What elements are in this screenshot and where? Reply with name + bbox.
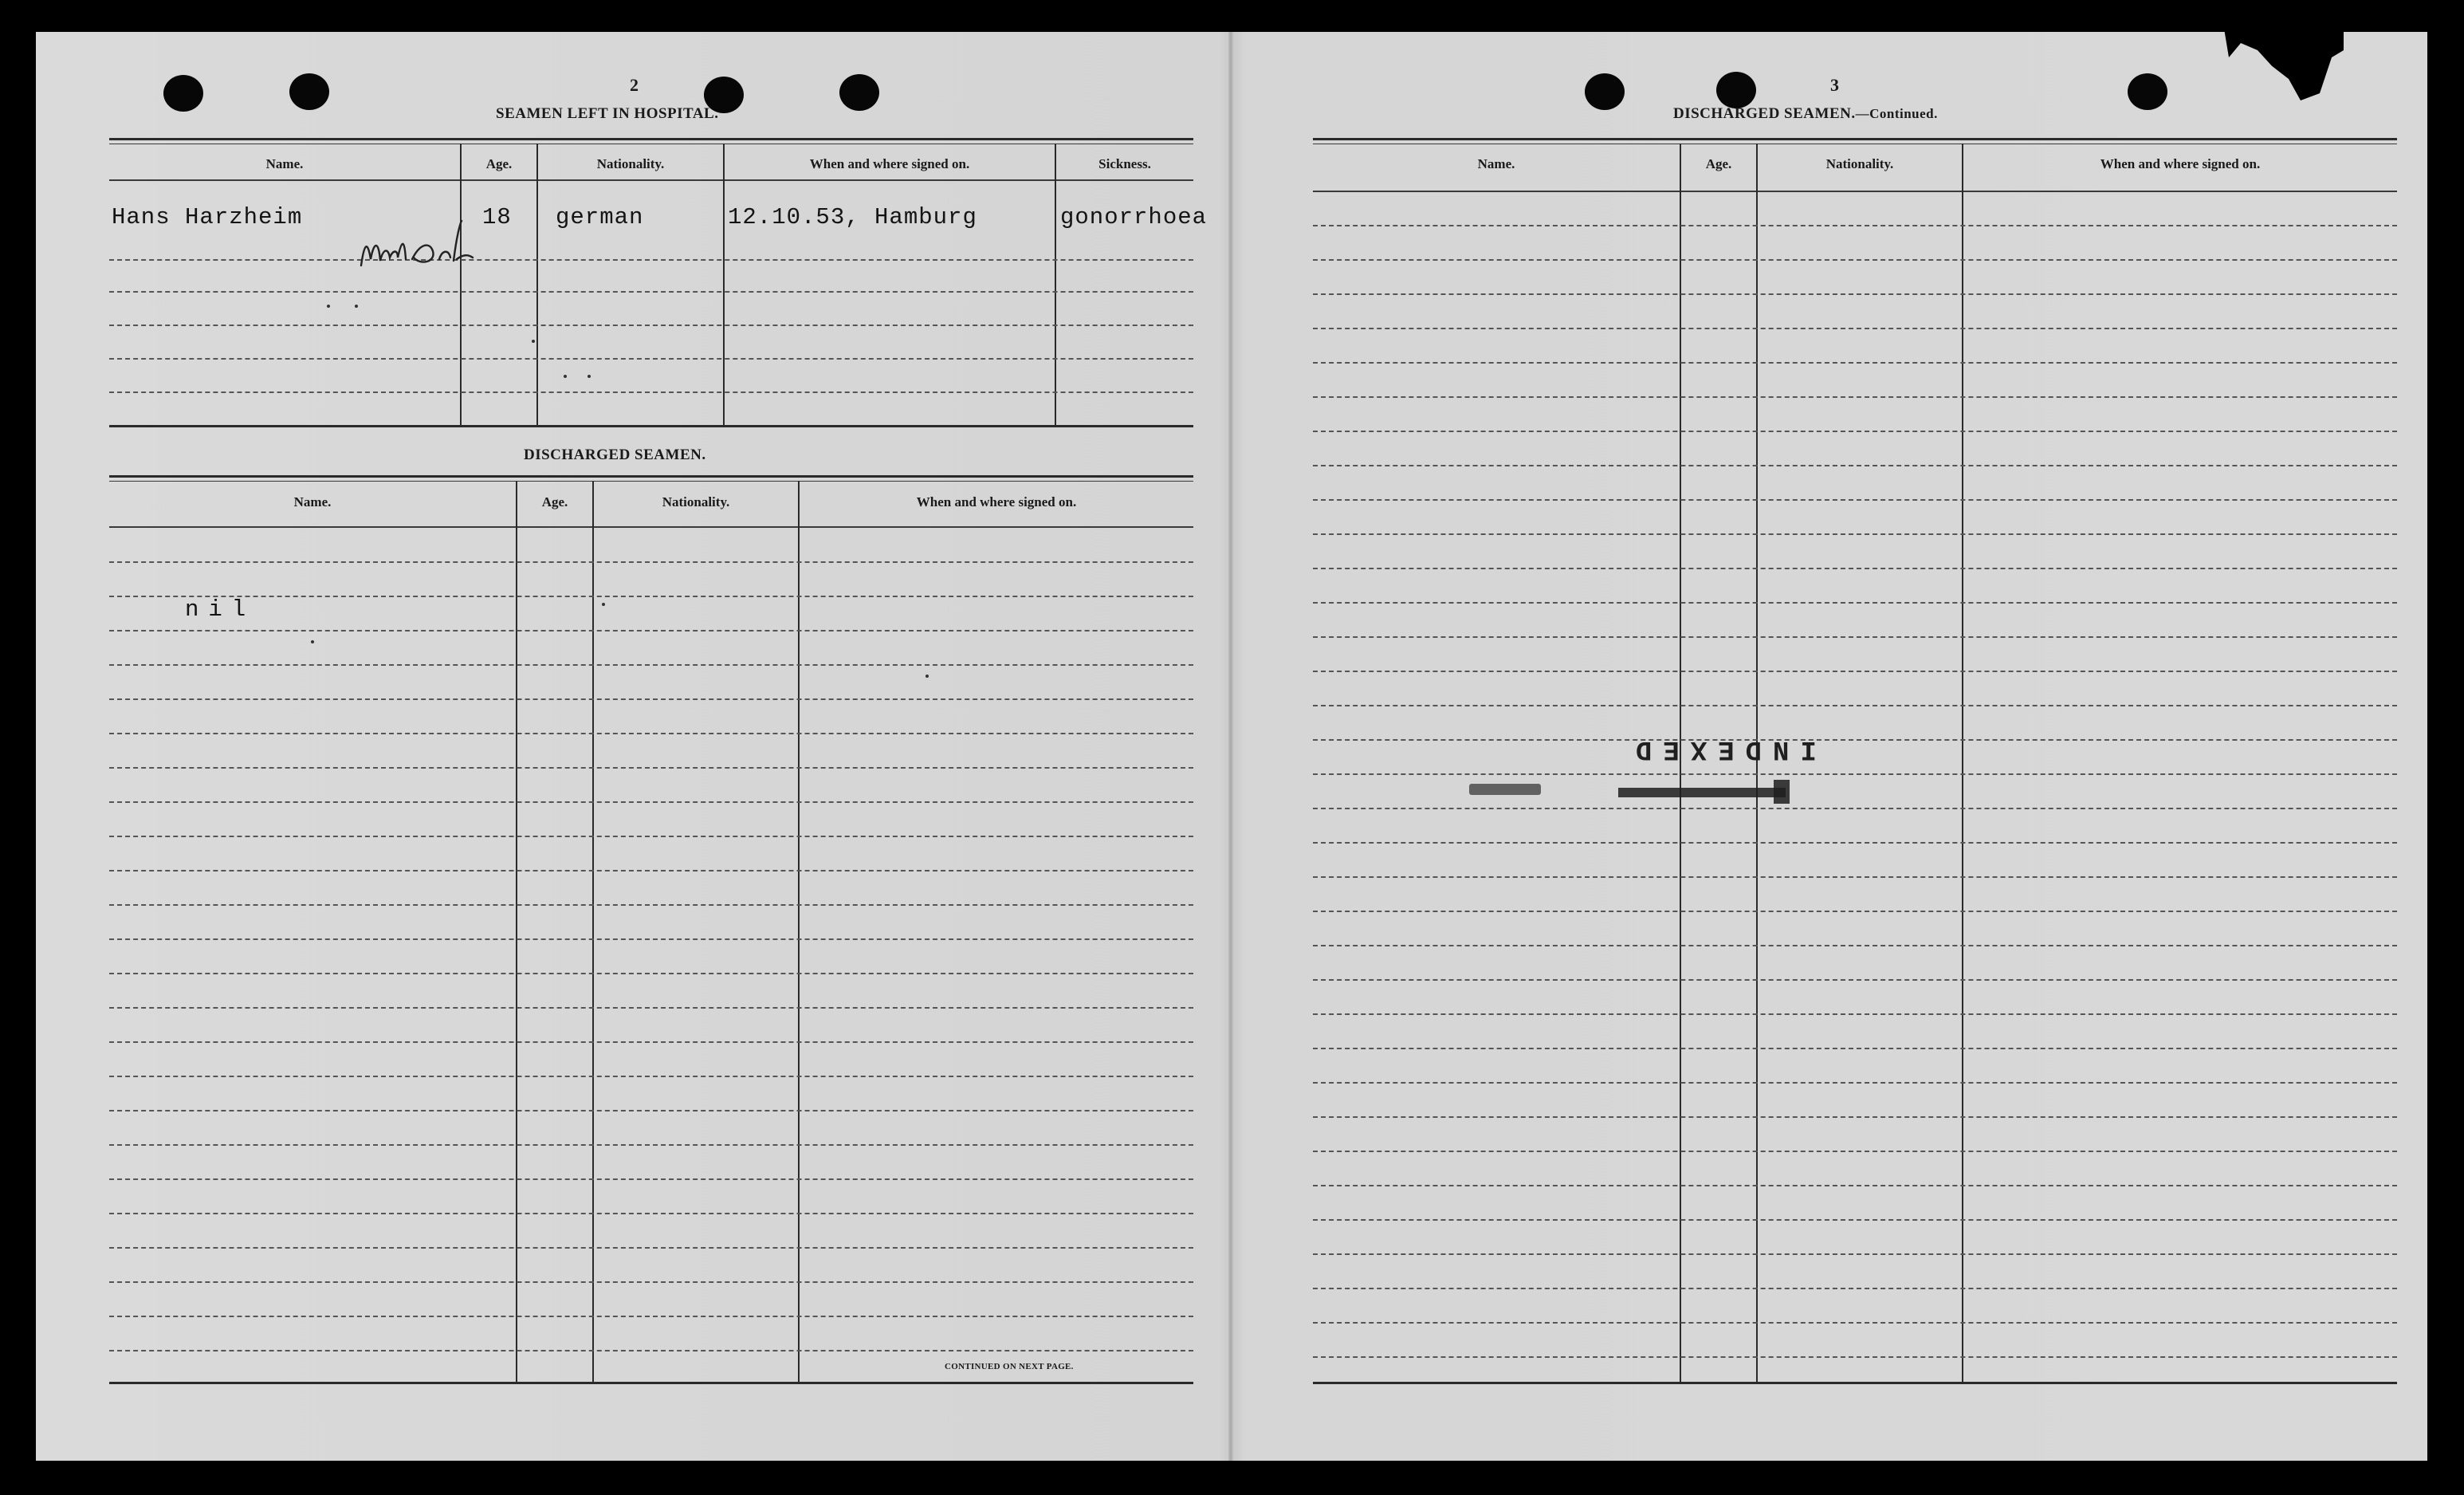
row-line	[1313, 671, 2397, 672]
row-line	[109, 973, 1193, 974]
row-line	[1313, 1048, 2397, 1049]
row-line	[109, 1041, 1193, 1043]
stamp-smudge	[1469, 784, 1541, 795]
handwritten-annotation	[356, 219, 476, 275]
row-line	[1313, 876, 2397, 878]
row-line	[1313, 979, 2397, 981]
row-line	[109, 358, 1193, 360]
table-rule	[1313, 138, 2397, 140]
column-header-signed-on: When and where signed on.	[2100, 156, 2261, 171]
row-line	[109, 1144, 1193, 1146]
row-line	[1313, 499, 2397, 501]
column-header-age: Age.	[485, 156, 513, 171]
seaman-nationality: german	[556, 204, 644, 230]
table-rule	[109, 1382, 1193, 1384]
row-line	[1313, 225, 2397, 226]
row-line	[109, 561, 1193, 563]
column-header-sickness: Sickness.	[1098, 156, 1151, 171]
speck	[925, 675, 929, 678]
seaman-age: 18	[482, 204, 512, 230]
hospital-section-title: SEAMEN LEFT IN HOSPITAL.	[496, 105, 719, 122]
row-line	[1313, 1082, 2397, 1084]
speck	[564, 375, 567, 378]
column-header-name: Name.	[293, 494, 332, 509]
table-rule	[1313, 1382, 2397, 1384]
row-line	[109, 325, 1193, 326]
continued-note: CONTINUED ON NEXT PAGE.	[945, 1362, 1074, 1371]
column-divider	[1055, 144, 1056, 425]
row-line	[109, 1110, 1193, 1111]
column-header-age: Age.	[541, 494, 568, 509]
table-rule	[109, 138, 1193, 140]
row-line	[109, 733, 1193, 734]
row-line	[1313, 808, 2397, 809]
speck	[355, 305, 358, 308]
column-header-name: Name.	[265, 156, 304, 171]
column-header-nationality: Nationality.	[1825, 156, 1894, 171]
discharged-section-title: DISCHARGED SEAMEN.	[524, 447, 706, 463]
discharged-continued-title	[1673, 105, 1938, 123]
column-header-name: Name.	[1477, 156, 1515, 171]
row-line	[109, 904, 1193, 906]
torn-corner	[2224, 29, 2344, 100]
row-line	[1313, 533, 2397, 535]
speck	[311, 640, 314, 643]
speck	[588, 375, 591, 378]
row-line	[109, 1213, 1193, 1214]
header-underline	[1313, 191, 2397, 192]
nil-entry: nil	[185, 596, 256, 623]
row-line	[109, 664, 1193, 666]
punch-hole	[839, 74, 879, 111]
row-line	[109, 391, 1193, 393]
section-title-text: DISCHARGED SEAMEN.	[1673, 105, 1856, 122]
row-line	[109, 1178, 1193, 1180]
table-rule	[109, 425, 1193, 427]
row-line	[1313, 945, 2397, 946]
row-line	[1313, 602, 2397, 604]
speck	[602, 603, 605, 606]
column-header-nationality: Nationality.	[662, 494, 730, 509]
seaman-name: Hans Harzheim	[112, 204, 303, 230]
row-line	[109, 1350, 1193, 1351]
row-line	[109, 767, 1193, 769]
row-line	[109, 630, 1193, 631]
row-line	[109, 836, 1193, 837]
row-line	[1313, 568, 2397, 569]
row-line	[109, 938, 1193, 940]
table-rule	[109, 481, 1193, 482]
row-line	[109, 259, 1193, 261]
seaman-signed-on: 12.10.53, Hamburg	[728, 204, 977, 230]
row-line	[1313, 636, 2397, 638]
page-number: 3	[1830, 75, 1839, 95]
stamp-smudge	[1774, 780, 1790, 804]
page-number: 2	[630, 75, 639, 95]
punch-hole	[1585, 73, 1625, 110]
header-underline	[109, 526, 1193, 528]
seaman-sickness: gonorrhoea	[1060, 204, 1208, 230]
indexed-stamp: INDEXED	[1625, 734, 1817, 764]
row-line	[109, 870, 1193, 871]
header-underline	[109, 179, 1193, 181]
row-line	[1313, 465, 2397, 466]
row-line	[1313, 328, 2397, 329]
column-header-signed-on: When and where signed on.	[916, 494, 1077, 509]
punch-hole	[2128, 73, 2167, 110]
column-header-nationality: Nationality.	[596, 156, 665, 171]
row-line	[1313, 1219, 2397, 1221]
page-fold	[1228, 32, 1233, 1461]
punch-hole	[289, 73, 329, 110]
section-title-suffix: —Continued.	[1855, 106, 1938, 121]
row-line	[1313, 431, 2397, 432]
row-line	[1313, 1116, 2397, 1118]
column-header-signed-on: When and where signed on.	[809, 156, 970, 171]
row-line	[1313, 293, 2397, 295]
column-divider	[460, 144, 462, 425]
row-line	[1313, 1288, 2397, 1289]
row-line	[109, 1247, 1193, 1249]
speck	[327, 305, 330, 308]
stamp-smudge	[1618, 788, 1786, 797]
row-line	[1313, 362, 2397, 364]
punch-hole	[163, 75, 203, 112]
row-line	[1313, 259, 2397, 261]
row-line	[109, 291, 1193, 293]
row-line	[109, 1281, 1193, 1283]
row-line	[1313, 842, 2397, 844]
row-line	[1313, 1185, 2397, 1186]
row-line	[109, 1076, 1193, 1077]
column-divider	[723, 144, 725, 425]
column-header-age: Age.	[1705, 156, 1732, 171]
speck	[532, 340, 535, 343]
row-line	[1313, 1322, 2397, 1324]
row-line	[1313, 911, 2397, 912]
row-line	[109, 1316, 1193, 1317]
row-line	[1313, 739, 2397, 741]
row-line	[109, 698, 1193, 700]
row-line	[109, 801, 1193, 803]
row-line	[109, 596, 1193, 597]
document-sheet	[36, 32, 2427, 1461]
row-line	[1313, 1253, 2397, 1255]
row-line	[1313, 705, 2397, 706]
row-line	[1313, 396, 2397, 398]
row-line	[1313, 1151, 2397, 1152]
column-divider	[536, 144, 538, 425]
table-rule	[109, 475, 1193, 478]
row-line	[1313, 1356, 2397, 1358]
row-line	[109, 1007, 1193, 1009]
row-line	[1313, 1013, 2397, 1015]
row-line	[1313, 773, 2397, 775]
punch-hole	[1716, 72, 1756, 108]
